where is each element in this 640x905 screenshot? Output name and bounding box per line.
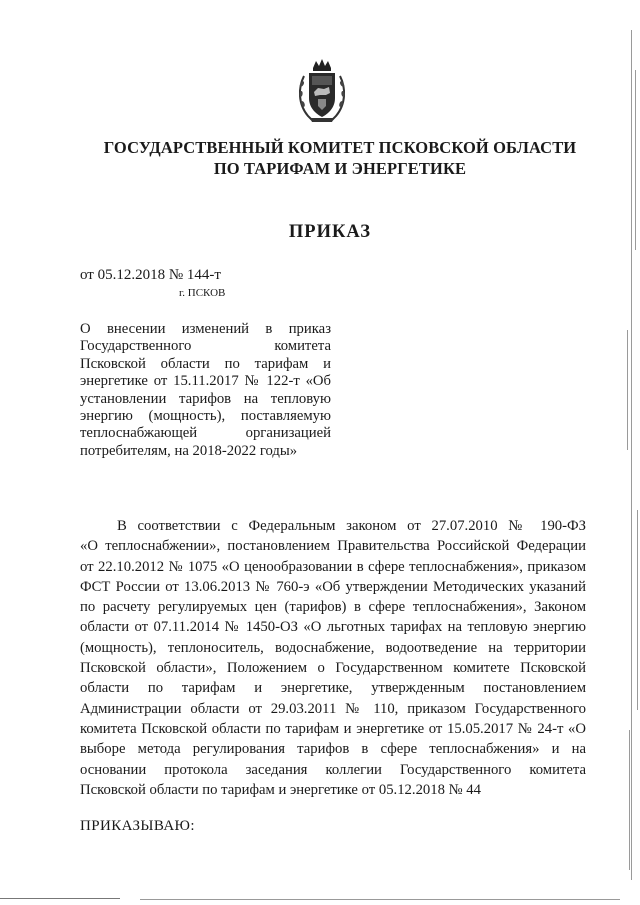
body-line: области от 07.11.2014 № 1450-ОЗ «О льготных тарифах на тепловую энергию <box>80 619 586 636</box>
body-line: ФСТ России от 13.06.2013 № 760-э «Об утверждении Методических указаний <box>80 578 586 595</box>
coat-of-arms-icon <box>296 58 348 124</box>
body-paragraph <box>80 516 586 800</box>
subject-line: О внесении изменений в приказ <box>80 321 331 337</box>
city-label: г. ПСКОВ <box>179 287 226 299</box>
subject-line: Государственного комитета <box>80 338 331 355</box>
subject-line: установлении тарифов на тепловую <box>80 390 331 407</box>
body-line: Псковской области», Положением о Государственном комитете Псковской <box>80 660 586 677</box>
body-line: от 22.10.2012 № 1075 «О ценообразовании в сфере теплоснабжения», приказом <box>80 558 586 575</box>
org-name-line-2: ПО ТАРИФАМ И ЭНЕРГЕТИКЕ <box>213 159 467 178</box>
subject-line: потребителям, на 2018-2022 годы» <box>80 442 298 459</box>
body-line: основании протокола заседания коллегии Государственного комитета <box>80 761 586 778</box>
body-line: «О теплоснабжении», постановлением Правительства Российской Федерации <box>80 538 586 555</box>
subject-line: энергию (мощность), поставляемую <box>80 407 331 424</box>
body-line: комитета Псковской области по тарифам и энергетике от 15.05.2017 № 24-т «О <box>80 720 586 737</box>
body-line: выборе метода регулирования тарифов в сфере теплоснабжения» и на <box>80 741 586 758</box>
org-name-line-1: ГОСУДАРСТВЕННЫЙ КОМИТЕТ ПСКОВСКОЙ ОБЛАСТИ <box>103 138 577 157</box>
subject-line: Псковской области по тарифам и <box>80 355 331 372</box>
subject-line: теплоснабжающей организацией <box>80 425 331 442</box>
body-line: Администрации области от 29.03.2011 № 110, приказом Государственного <box>80 700 586 717</box>
body-line: (мощность), теплоноситель, водоснабжение, водоотведение на территории <box>80 639 586 656</box>
scan-bottom-line <box>0 893 640 905</box>
date-number-line: от 05.12.2018 № 144-т <box>80 267 221 283</box>
order-word: ПРИКАЗЫВАЮ: <box>80 818 195 834</box>
body-line: области по тарифам и энергетике, утвержденным постановлением <box>80 680 586 697</box>
scan-edge-noise <box>622 30 640 880</box>
body-line: по расчету регулируемых цен (тарифов) в сфере теплоснабжения», Законом <box>80 599 586 616</box>
subject-line: энергетике от 15.11.2017 № 122-т «Об <box>80 373 331 390</box>
subject-block <box>80 321 331 460</box>
document-title: ПРИКАЗ <box>288 222 372 242</box>
body-line: Псковской области по тарифам и энергетике от 05.12.2018 № 44 <box>80 781 481 798</box>
body-line: В соответствии с Федеральным законом от 27.07.2010 № 190-ФЗ <box>117 518 586 534</box>
